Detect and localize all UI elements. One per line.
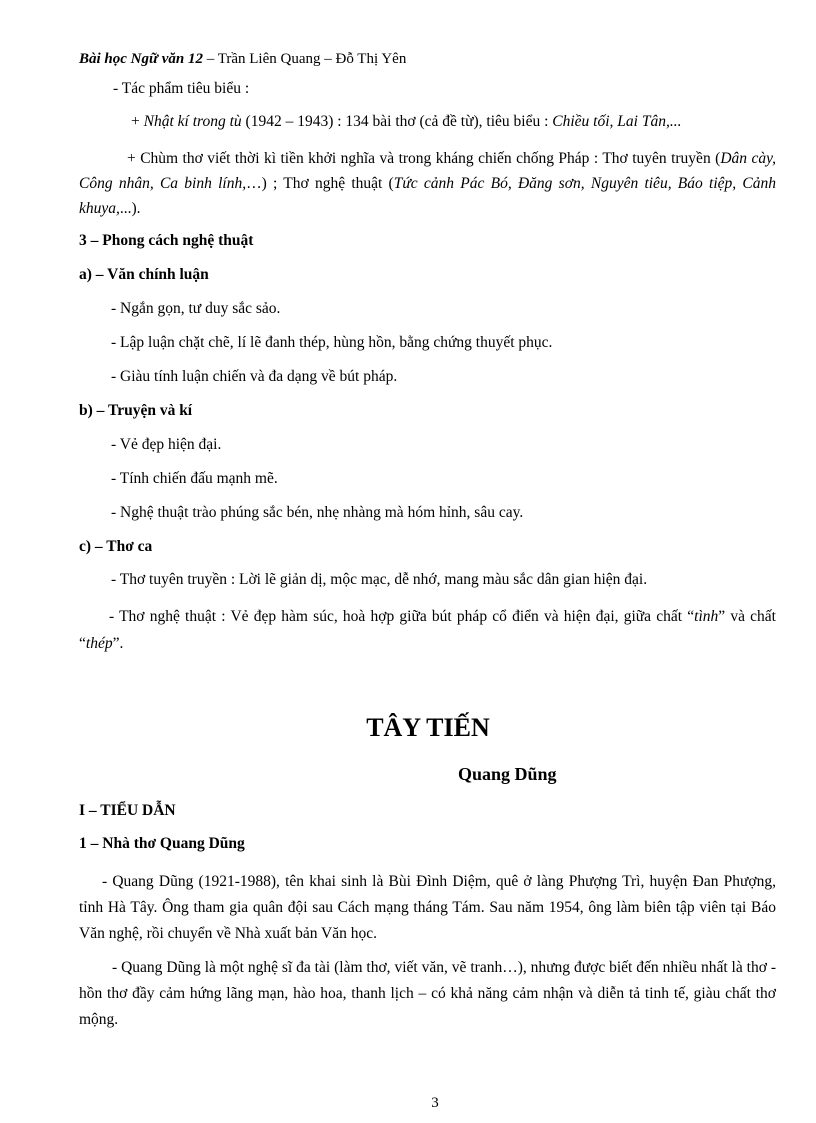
works-item-1-prefix: +	[131, 113, 144, 130]
works-item-2-propaganda: Dân cày, Công nhân, Ca binh lính,	[79, 150, 776, 192]
list-item-c-2-tinh: tình	[694, 608, 719, 625]
list-item-c-1: - Thơ tuyên truyền : Lời lẽ giản dị, mộc mạc, dễ nhớ, mang màu sắc dân gian hiện đại.	[111, 571, 648, 588]
works-item-2-art: Tức cảnh Pác Bó, Đăng sơn, Nguyên tiêu, Báo tiệp, Cảnh khuya,	[79, 175, 776, 217]
list-item-c-2-part-b: ” và chất “	[79, 608, 776, 652]
paragraph-biography: - Quang Dũng (1921-1988), tên khai sinh là Bùi Đình Diệm, quê ở làng Phượng Trì, huyện Đan Phượng, tỉnh Hà Tây. Ông tham gia quân đội sau Cách mạng tháng Tám. Sau năm 1954, ông làm biên tập viên tại Báo Văn nghệ, rồi chuyển về Nhà xuất bản Văn học.	[79, 873, 776, 942]
running-header	[79, 49, 406, 69]
list-item-a-3: - Giàu tính luận chiến và đa dạng về bút pháp.	[111, 368, 398, 385]
section-heading-intro: I – TIỂU DẪN	[79, 802, 176, 819]
works-item-2-end: ...).	[119, 200, 141, 217]
subheading-a: a) – Văn chính luận	[79, 266, 209, 283]
list-item-b-3: - Nghệ thuật trào phúng sắc bén, nhẹ nhàng mà hóm hỉnh, sâu cay.	[111, 504, 524, 521]
subheading-poet: 1 – Nhà thơ Quang Dũng	[79, 835, 245, 852]
works-heading: - Tác phẩm tiêu biểu :	[113, 80, 250, 97]
list-item-c-2-part-c: ”.	[112, 635, 124, 652]
subheading-c: c) – Thơ ca	[79, 538, 153, 555]
section-heading-style: 3 – Phong cách nghệ thuật	[79, 232, 254, 249]
poem-title: TÂY TIẾN	[366, 713, 490, 742]
works-item-2-mid: …) ; Thơ nghệ thuật (	[246, 175, 394, 192]
poem-author: Quang Dũng	[458, 764, 557, 784]
list-item-c-2	[79, 603, 776, 657]
works-item-2-prefix: + Chùm thơ viết thời kì tiền khởi nghĩa và trong kháng chiến chống Pháp : Thơ tuyên truyền (	[127, 150, 721, 167]
list-item-b-1: - Vẻ đẹp hiện đại.	[111, 436, 222, 453]
works-item-1-title: Nhật kí trong tù	[143, 113, 242, 130]
works-item-1	[131, 112, 681, 132]
works-item-1-text: (1942 – 1943) : 134 bài thơ (cả đề từ), tiêu biểu :	[241, 113, 553, 130]
page-number: 3	[431, 1095, 439, 1111]
list-item-a-2: - Lập luận chặt chẽ, lí lẽ đanh thép, hùng hồn, bằng chứng thuyết phục.	[111, 334, 553, 351]
subheading-b: b) – Truyện và kí	[79, 402, 193, 419]
list-item-c-2-thep: thép	[85, 635, 113, 652]
list-item-c-2-part-a: - Thơ nghệ thuật : Vẻ đẹp hàm súc, hoà hợp giữa bút pháp cổ điển và hiện đại, giữa chất “	[109, 608, 695, 625]
header-authors: – Trần Liên Quang – Đỗ Thị Yên	[203, 51, 407, 67]
list-item-b-2: - Tính chiến đấu mạnh mẽ.	[111, 470, 278, 487]
works-item-2	[79, 146, 776, 221]
paragraph-talent: - Quang Dũng là một nghệ sĩ đa tài (làm thơ, viết văn, vẽ tranh…), nhưng được biết đến nhiều nhất là thơ - hồn thơ đầy cảm hứng lãng mạn, hào hoa, thanh lịch – có khả năng cảm nhận và diễn tả tinh tế, giàu chất thơ mộng.	[79, 959, 776, 1028]
list-item-a-1: - Ngắn gọn, tư duy sắc sảo.	[111, 300, 281, 317]
header-book-title: Bài học Ngữ văn 12	[79, 51, 203, 67]
works-item-1-examples: Chiều tối, Lai Tân,...	[552, 113, 682, 130]
